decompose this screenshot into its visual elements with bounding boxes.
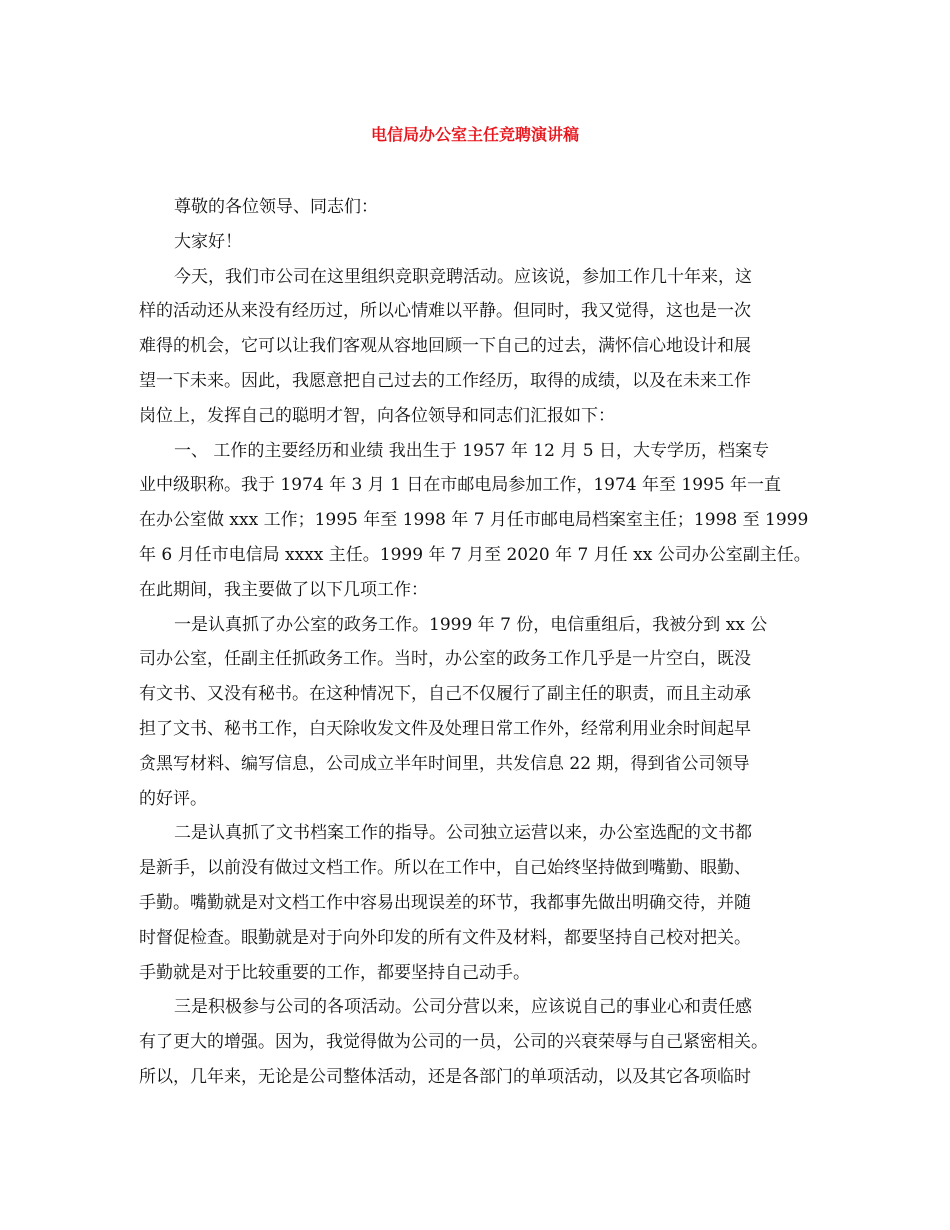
- body-line: 年 6 月任市电信局 xxxx 主任。1999 年 7 月至 2020 年 7 月任 xx 公司办公室副主任。: [139, 544, 811, 565]
- body-line: 三是积极参与公司的各项活动。公司分营以来，应该说自己的事业心和责任感: [174, 997, 752, 1018]
- document-title: 电信局办公室主任竞聘演讲稿: [370, 125, 579, 144]
- body-line: 难得的机会，它可以让我们客观从容地回顾一下自己的过去，满怀信心地设计和展: [139, 336, 751, 357]
- body-line: 一、 工作的主要经历和业绩 我出生于 1957 年 12 月 5 日，大专学历，档案专: [174, 440, 769, 461]
- body-line: 手勤就是对于比较重要的工作，都要坚持自己动手。: [139, 962, 530, 983]
- body-line: 有文书、又没有秘书。在这种情况下，自己不仅履行了副主任的职责，而且主动承: [139, 684, 751, 705]
- body-line: 是新手，以前没有做过文档工作。所以在工作中，自己始终坚持做到嘴勤、眼勤、: [139, 858, 751, 879]
- body-line: 样的活动还从来没有经历过，所以心情难以平静。但同时，我又觉得，这也是一次: [139, 301, 751, 322]
- body-line: 一是认真抓了办公室的政务工作。1999 年 7 份，电信重组后，我被分到 xx 公: [174, 614, 768, 635]
- body-line: 所以，几年来，无论是公司整体活动，还是各部门的单项活动，以及其它各项临时: [139, 1066, 751, 1087]
- body-line: 担了文书、秘书工作，白天除收发文件及处理日常工作外，经常利用业余时间起早: [139, 718, 751, 739]
- body-line: 望一下未来。因此，我愿意把自己过去的工作经历，取得的成绩，以及在未来工作: [139, 370, 751, 391]
- body-line: 在办公室做 xxx 工作；1995 年至 1998 年 7 月任市邮电局档案室主任；1998 至 1999: [139, 510, 809, 531]
- body-line: 手勤。嘴勤就是对文档工作中容易出现误差的环节，我都事先做出明确交待，并随: [139, 892, 751, 913]
- body-line: 尊敬的各位领导、同志们：: [174, 197, 378, 217]
- body-line: 大家好！: [174, 231, 242, 252]
- body-line: 司办公室，任副主任抓政务工作。当时，办公室的政务工作几乎是一片空白，既没: [139, 649, 751, 670]
- body-line: 岗位上，发挥自己的聪明才智，向各位领导和同志们汇报如下：: [139, 405, 615, 426]
- body-line: 贪黑写材料、编写信息，公司成立半年时间里，共发信息 22 期，得到省公司领导: [139, 753, 750, 774]
- document-body: [139, 190, 815, 1095]
- body-line: 在此期间，我主要做了以下几项工作：: [139, 579, 428, 600]
- body-line: 今天，我们市公司在这里组织竞职竞聘活动。应该说，参加工作几十年来，这: [174, 266, 752, 287]
- body-line: 的好评。: [139, 788, 207, 809]
- body-line: 有了更大的增强。因为，我觉得做为公司的一员，公司的兴衰荣辱与自己紧密相关。: [139, 1032, 768, 1053]
- body-line: 二是认真抓了文书档案工作的指导。公司独立运营以来，办公室选配的文书都: [174, 823, 752, 844]
- body-line: 业中级职称。我于 1974 年 3 月 1 日在市邮电局参加工作，1974 年至 1995 年一直: [139, 475, 782, 496]
- body-line: 时督促检查。眼勤就是对于向外印发的所有文件及材料，都要坚持自己校对把关。: [139, 927, 751, 948]
